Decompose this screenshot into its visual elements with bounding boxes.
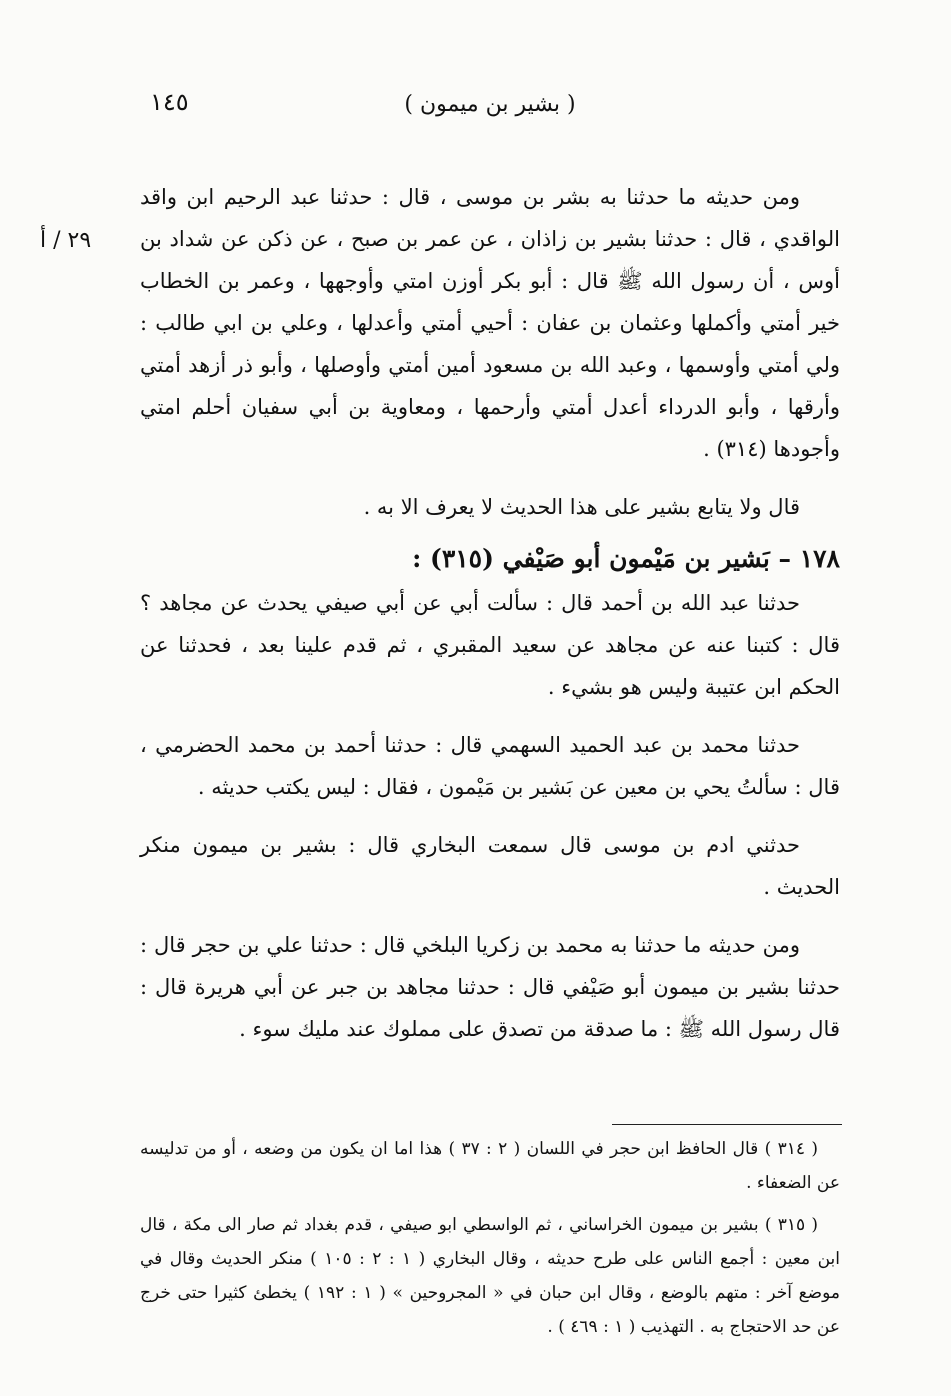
running-head: ( بشير بن ميمون ) — [404, 92, 576, 117]
paragraph-report-2: حدثنا محمد بن عبد الحميد السهمي قال : حدثنا أحمد بن محمد الحضرمي ، قال : سألتُ يحي بن معين عن بَشير بن مَيْمون ، فقال : ليس يكتب حديثه . — [140, 733, 840, 799]
margin-folio-reference: ٢٩ / أ — [40, 228, 92, 253]
paragraph-hadith-2: ومن حديثه ما حدثنا به محمد بن زكريا البلخي قال : حدثنا علي بن حجر قال : حدثنا بشير بن ميمون أبو صَيْفي قال : حدثنا مجاهد بن جبر عن أبي هريرة قال : قال رسول الله ﷺ : ما صدقة من تصدق على مملوك عند مليك سوء . — [140, 933, 840, 1041]
footnotes — [140, 1132, 840, 1352]
page-number: ١٤٥ — [150, 88, 189, 116]
paragraph-report-1: حدثنا عبد الله بن أحمد قال : سألت أبي عن أبي صيفي يحدث عن مجاهد ؟ قال : كتبنا عنه عن مجاهد عن سعيد المقبري ، ثم قدم علينا بعد ، فحدثنا عن الحكم ابن عتيبة وليس هو بشيء . — [140, 591, 840, 699]
paragraph-hadith-1: ومن حديثه ما حدثنا به بشر بن موسى ، قال : حدثنا عبد الرحيم ابن واقد الواقدي ، قال : حدثنا بشير بن زاذان ، عن عمر بن صبح ، عن ذكن عن شداد بن أوس ، أن رسول الله ﷺ قال : أبو بكر أوزن امتي وأوجهها ، وعمر بن الخطاب خير أمتي وأكملها وعثمان بن عفان : أحيي أمتي وأعدلها ، وعلي بن ابي طالب : ولي أمتي وأوسمها ، وعبد الله بن مسعود أمين أمتي وأوصلها ، وأبو ذر أزهد أمتي وأرقها ، وأبو الدرداء أعدل أمتي وأرحمها ، ومعاوية بن أبي سفيان أحلم امتي وأجودها (٣١٤) . — [140, 185, 840, 461]
main-text — [140, 176, 840, 1050]
paragraph-report-3: حدثني ادم بن موسى قال سمعت البخاري قال : بشير بن ميمون منكر الحديث . — [140, 833, 840, 899]
footnote-315: ( ٣١٥ ) بشير بن ميمون الخراساني ، ثم الواسطي ابو صيفي ، قدم بغداد ثم صار الى مكة ، قال ابن معين : أجمع الناس على طرح حديثه ، وقال البخاري ( ١ : ٢ : ١٠٥ ) منكر الحديث وقال في موضع آخر : متهم بالوضع ، وقال ابن حبان في « المجروحين » ( ١ : ١٩٢ ) يخطئ كثيرا حتى خرج عن حد الاحتجاج به . التهذيب ( ١ : ٤٦٩ ) . — [140, 1215, 840, 1337]
footnote-divider — [612, 1124, 842, 1125]
entry-heading-178: ١٧٨ – بَشير بن مَيْمون أبو صَيْفي (٣١٥) : — [412, 544, 840, 573]
page-header — [140, 88, 840, 128]
footnote-314: ( ٣١٤ ) قال الحافظ ابن حجر في اللسان ( ٢ : ٣٧ ) هذا اما ان يكون من وضعه ، أو من تدليسه عن الضعفاء . — [140, 1139, 840, 1193]
paragraph-comment: قال ولا يتابع بشير على هذا الحديث لا يعرف الا به . — [363, 495, 800, 519]
